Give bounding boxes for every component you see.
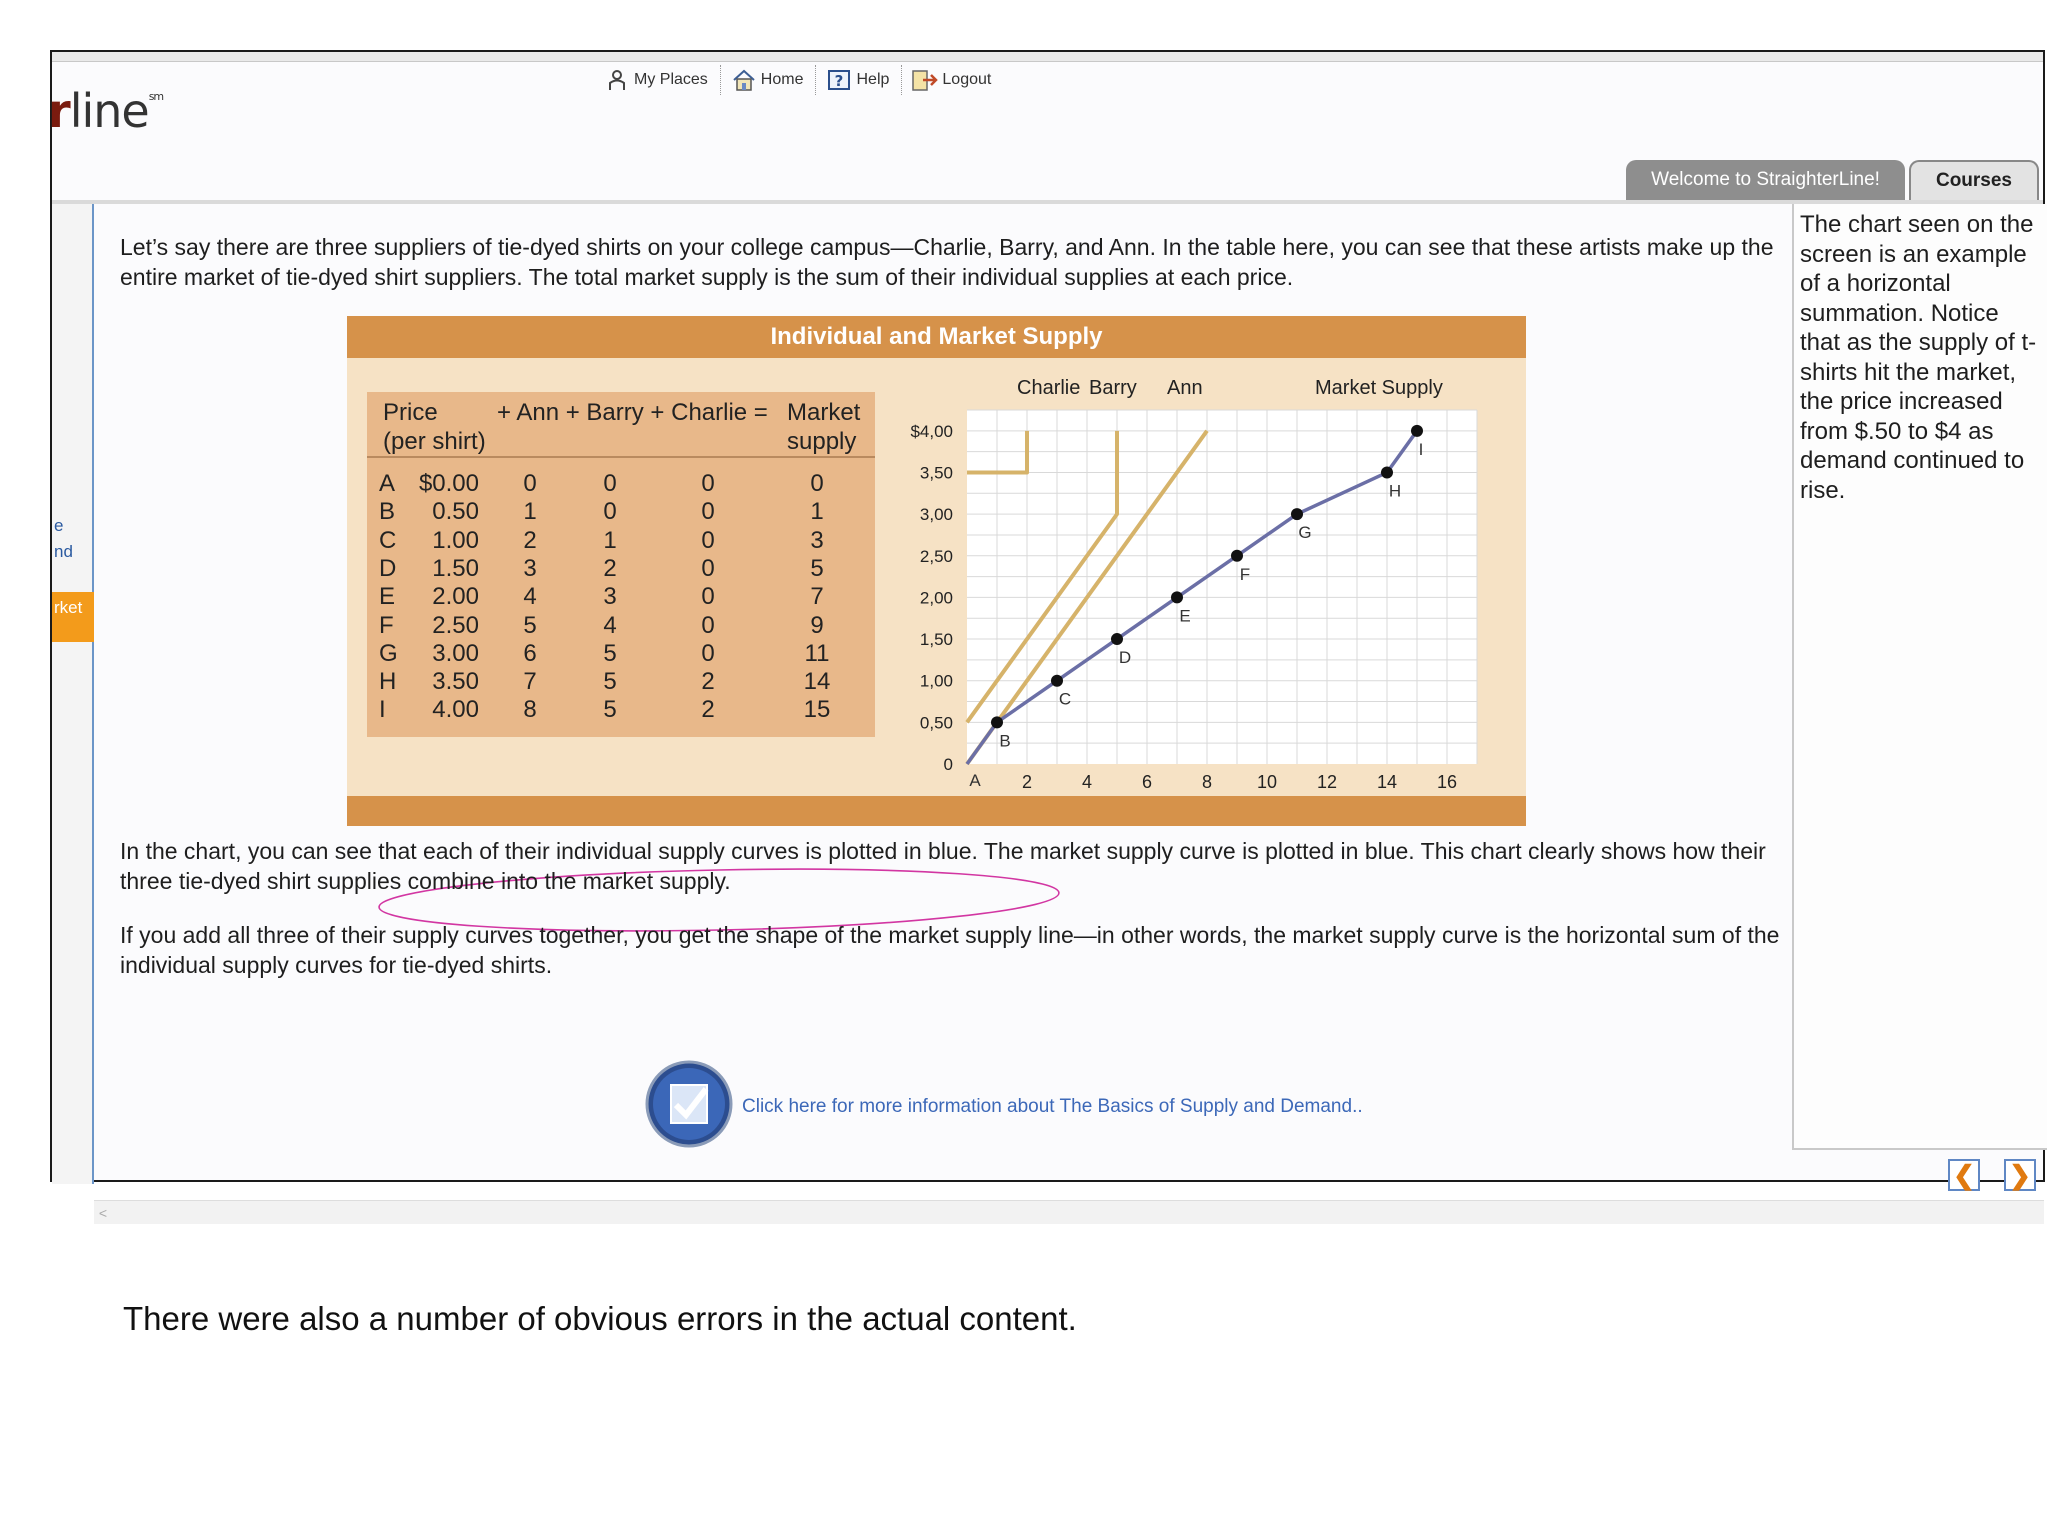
top-navigation bbox=[594, 62, 1003, 98]
horizontal-scrollbar[interactable] bbox=[94, 1200, 2044, 1224]
x-tick-label: 2 bbox=[1021, 772, 1033, 792]
header-market-sub: supply bbox=[787, 428, 857, 455]
y-tick-label: 2,50 bbox=[919, 546, 953, 566]
data-point bbox=[1381, 466, 1393, 478]
x-tick-label: 10 bbox=[1256, 772, 1278, 792]
table-cell-charlie: 0 bbox=[701, 470, 715, 497]
table-cell-barry: 5 bbox=[603, 668, 617, 696]
y-tick-label: 1,00 bbox=[919, 671, 953, 691]
x-tick-label: 4 bbox=[1081, 772, 1093, 792]
tab-divider bbox=[52, 200, 2043, 204]
header-price-sub: (per shirt) bbox=[383, 428, 486, 455]
next-page-button[interactable]: ❯ bbox=[2004, 1159, 2036, 1191]
x-tick-label: 12 bbox=[1316, 772, 1338, 792]
table-cell-market: 5 bbox=[810, 554, 824, 582]
table-cell-market: 11 bbox=[804, 639, 830, 667]
y-tick-label: 1,50 bbox=[919, 630, 953, 650]
notes-sidebar bbox=[1792, 204, 2047, 1150]
table-cell-price: 0.50 bbox=[432, 498, 479, 526]
table-cell-ann: 7 bbox=[523, 668, 537, 696]
table-cell-letter: D bbox=[379, 554, 397, 582]
header-price: Price bbox=[383, 399, 438, 426]
y-tick-label: 2,00 bbox=[919, 588, 953, 608]
table-cell-price: $0.00 bbox=[418, 470, 479, 497]
point-label: H bbox=[1388, 481, 1402, 501]
table-cell-charlie: 0 bbox=[701, 611, 715, 639]
table-cell-price: 1.50 bbox=[432, 554, 479, 582]
table-cell-charlie: 0 bbox=[701, 583, 715, 611]
table-cell-ann: 0 bbox=[523, 470, 537, 497]
table-cell-ann: 2 bbox=[523, 526, 537, 554]
x-tick-label: 14 bbox=[1376, 772, 1398, 792]
table-cell-letter: A bbox=[379, 470, 396, 497]
help-icon bbox=[828, 69, 850, 91]
table-cell-letter: B bbox=[379, 498, 396, 526]
data-point bbox=[991, 716, 1003, 728]
table-cell-ann: 8 bbox=[523, 696, 537, 724]
figure-footer-bar bbox=[347, 796, 1526, 826]
nav-home[interactable] bbox=[721, 65, 817, 95]
table-cell-charlie: 2 bbox=[701, 696, 715, 724]
table-cell-barry: 2 bbox=[603, 554, 617, 582]
point-label: I bbox=[1418, 439, 1424, 459]
table-cell-market: 9 bbox=[810, 611, 824, 639]
table-cell-charlie: 0 bbox=[701, 639, 715, 667]
supply-chart bbox=[887, 366, 1517, 792]
table-cell-price: 2.50 bbox=[432, 611, 479, 639]
table-cell-ann: 4 bbox=[523, 583, 537, 611]
table-row bbox=[367, 668, 875, 697]
table-cell-market: 14 bbox=[803, 668, 831, 696]
supply-table bbox=[367, 392, 875, 737]
supply-figure bbox=[347, 316, 1526, 826]
figure-title: Individual and Market Supply bbox=[347, 316, 1526, 358]
table-row bbox=[367, 640, 875, 669]
table-cell-market: 1 bbox=[810, 498, 824, 526]
logo-lead: r bbox=[48, 84, 70, 138]
x-tick-label: 16 bbox=[1436, 772, 1458, 792]
tab-courses[interactable]: Courses bbox=[1909, 160, 2039, 200]
table-cell-barry: 5 bbox=[603, 639, 617, 667]
table-cell-letter: H bbox=[379, 668, 397, 696]
legend-label: Market Supply bbox=[1315, 377, 1443, 399]
browser-toolbar-strip bbox=[52, 52, 2043, 62]
table-row bbox=[367, 612, 875, 641]
table-cell-market: 3 bbox=[810, 526, 824, 554]
home-icon bbox=[733, 69, 755, 91]
logout-icon bbox=[914, 69, 936, 91]
nav-my-places[interactable] bbox=[594, 65, 721, 95]
y-tick-label: 3,50 bbox=[919, 463, 953, 483]
y-tick-label: 0,50 bbox=[919, 713, 953, 733]
table-cell-barry: 4 bbox=[603, 611, 617, 639]
table-row bbox=[367, 470, 875, 499]
more-info-link[interactable]: Click here for more information about The Basics of Supply and Demand.. bbox=[742, 1095, 1363, 1117]
checklist-icon[interactable] bbox=[644, 1059, 734, 1154]
data-point bbox=[1291, 508, 1303, 520]
table-cell-price: 1.00 bbox=[432, 526, 479, 554]
point-label: B bbox=[999, 731, 1011, 751]
table-cell-barry: 0 bbox=[603, 498, 617, 526]
left-nav-item-active[interactable]: rket bbox=[52, 592, 94, 642]
table-cell-market: 0 bbox=[810, 470, 824, 497]
table-cell-letter: G bbox=[379, 639, 398, 667]
header-operators: + Ann + Barry + Charlie = bbox=[497, 399, 768, 426]
point-label: F bbox=[1239, 564, 1251, 584]
data-point bbox=[1051, 675, 1063, 687]
nav-label: Logout bbox=[942, 71, 992, 88]
table-cell-charlie: 0 bbox=[701, 498, 715, 526]
plot-area bbox=[967, 410, 1477, 764]
tab-welcome[interactable]: Welcome to StraighterLine! bbox=[1626, 160, 1905, 200]
table-cell-letter: F bbox=[379, 611, 394, 639]
nav-label: Home bbox=[760, 71, 804, 88]
tab-bar bbox=[1626, 160, 2039, 200]
nav-label: Help bbox=[856, 71, 890, 88]
paragraph-two: In the chart, you can see that each of their individual supply curves is plotted in blue. The market supply curve is plotted in blue. This chart clearly shows how their three tie-dyed shirt supplies combine into the market supply. bbox=[120, 838, 1766, 894]
point-label: A bbox=[969, 771, 981, 790]
data-point bbox=[1411, 425, 1423, 437]
logo-mark: sm bbox=[148, 90, 164, 103]
table-cell-charlie: 2 bbox=[701, 668, 715, 696]
point-label: G bbox=[1298, 523, 1312, 543]
table-cell-letter: C bbox=[379, 526, 397, 554]
data-point bbox=[1171, 591, 1183, 603]
table-row bbox=[367, 555, 875, 584]
y-tick-label: 3,00 bbox=[919, 505, 953, 525]
y-tick-label: 0 bbox=[943, 755, 953, 774]
slide-caption: There were also a number of obvious errors in the actual content. bbox=[123, 1300, 1077, 1337]
nav-logout[interactable] bbox=[902, 65, 1003, 95]
table-cell-market: 15 bbox=[803, 696, 831, 724]
data-point bbox=[1231, 550, 1243, 562]
browser-frame bbox=[48, 50, 2045, 1221]
table-cell-market: 7 bbox=[810, 583, 824, 611]
table-cell-letter: E bbox=[379, 583, 396, 611]
table-cell-price: 3.00 bbox=[432, 639, 479, 667]
table-row bbox=[367, 583, 875, 612]
nav-label: My Places bbox=[634, 71, 708, 88]
left-nav-item[interactable]: nd bbox=[54, 542, 73, 561]
table-row bbox=[367, 498, 875, 527]
point-label: C bbox=[1058, 689, 1072, 709]
table-cell-charlie: 0 bbox=[701, 526, 715, 554]
prev-page-button[interactable]: ❮ bbox=[1948, 1159, 1980, 1191]
header-market: Market bbox=[787, 399, 861, 426]
x-tick-label: 6 bbox=[1141, 772, 1153, 792]
paragraph-three: If you add all three of their supply curves together, you get the shape of the market supply line—in other words, the market supply curve is the horizontal sum of the individual supply curves for tie-dyed shirts. bbox=[120, 922, 1780, 978]
intro-paragraph: Let’s say there are three suppliers of tie-dyed shirts on your college campus—Charlie, Barry, and Ann. In the table here, you can see that these artists make up the entire market of tie-dyed shirt suppliers. The total market supply is the sum of their individual supplies at each price. bbox=[120, 234, 1774, 290]
table-cell-letter: I bbox=[379, 696, 386, 724]
site-logo[interactable] bbox=[48, 84, 163, 138]
table-cell-barry: 3 bbox=[603, 583, 617, 611]
nav-help[interactable] bbox=[816, 65, 902, 95]
legend-label: Barry bbox=[1089, 377, 1137, 399]
point-label: E bbox=[1179, 606, 1191, 626]
scroll-left-arrow-icon[interactable]: < bbox=[98, 1205, 108, 1221]
table-cell-barry: 0 bbox=[603, 470, 617, 497]
legend-label: Charlie bbox=[1017, 377, 1081, 399]
svg-text:?: ? bbox=[835, 72, 844, 90]
table-cell-barry: 5 bbox=[603, 696, 617, 724]
more-info-row bbox=[644, 1059, 1363, 1154]
logo-text: line bbox=[69, 84, 149, 138]
legend-label: Ann bbox=[1167, 377, 1203, 399]
left-course-nav bbox=[52, 204, 94, 1184]
left-nav-item[interactable]: e bbox=[54, 516, 64, 535]
point-label: D bbox=[1118, 648, 1132, 668]
table-cell-ann: 6 bbox=[523, 639, 537, 667]
table-cell-ann: 5 bbox=[523, 611, 537, 639]
table-cell-charlie: 0 bbox=[701, 554, 715, 582]
table-cell-ann: 3 bbox=[523, 554, 537, 582]
x-tick-label: 8 bbox=[1201, 772, 1213, 792]
table-cell-price: 4.00 bbox=[432, 696, 479, 724]
table-cell-barry: 1 bbox=[603, 526, 617, 554]
table-row bbox=[367, 696, 875, 725]
person-icon bbox=[606, 69, 628, 91]
table-header bbox=[367, 392, 875, 458]
table-cell-price: 2.00 bbox=[432, 583, 479, 611]
table-cell-price: 3.50 bbox=[432, 668, 479, 696]
data-point bbox=[1111, 633, 1123, 645]
table-row bbox=[367, 527, 875, 556]
y-tick-label: $4,00 bbox=[910, 421, 953, 441]
sidebar-note: The chart seen on the screen is an example of a horizontal summation. Notice that as the supply of t-shirts hit the market, the price increased from $.50 to $4 as demand continued to rise. bbox=[1800, 211, 2037, 504]
table-cell-ann: 1 bbox=[523, 498, 537, 526]
